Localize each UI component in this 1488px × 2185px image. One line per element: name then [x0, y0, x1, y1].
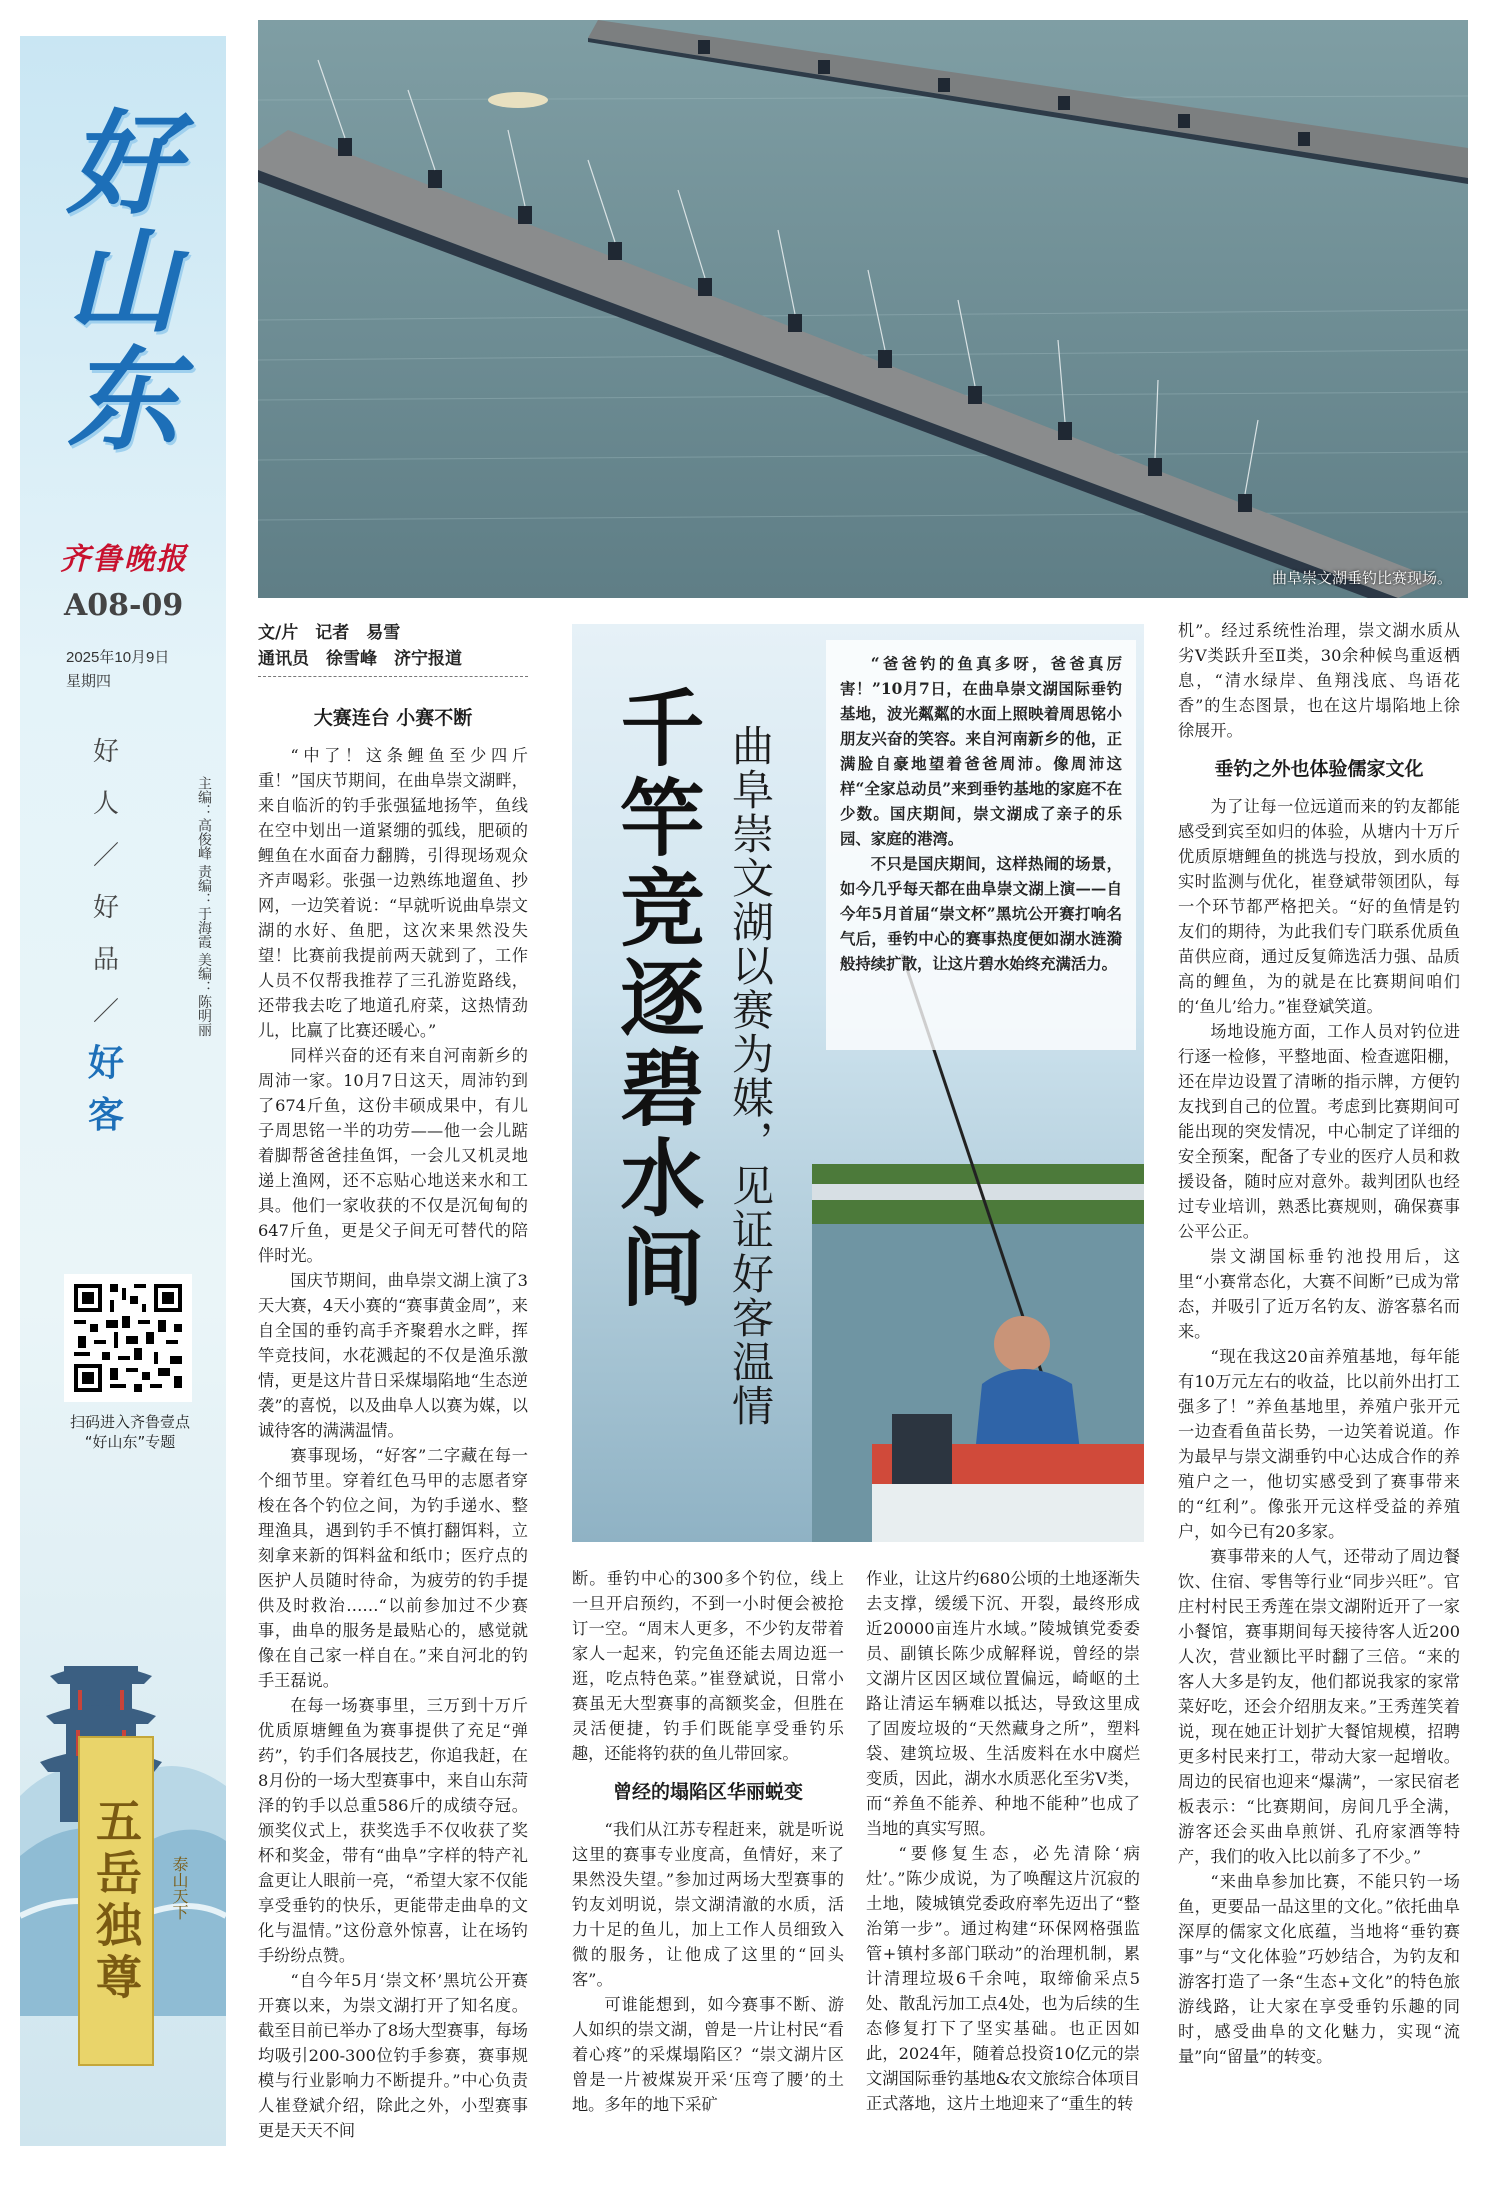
- section-title: 好山东: [67, 100, 179, 466]
- vertical-tagline: [88, 726, 124, 1142]
- paragraph: 可谁能想到，如今赛事不断、游人如织的崇文湖，曾是一片让村民“看着心疼”的采煤塌陷区？“崇文湖片区曾是一片被煤炭开采‘压弯了腰’的土地。多年的地下采矿: [572, 1995, 844, 2114]
- byline-correspondent: 通讯员 徐雪峰 济宁报道: [258, 649, 462, 669]
- section-subtitle: 大赛连台 小赛不断: [313, 707, 473, 729]
- article-column-2: [572, 1566, 844, 2117]
- article-column-3: [866, 1566, 1140, 2116]
- paragraph: 同样兴奋的还有来自河南新乡的周沛一家。10月7日这天，周沛钓到了674斤鱼，这份丰硕成果中，有儿子周思铭一半的功劳——他一会儿踮着脚帮爸爸挂鱼饵，一会儿又机灵地递上渔网，还不忘贴心地送来水和工具。他们一家收获的不仅是沉甸甸的647斤鱼，更是父子间无可替代的陪伴时光。: [258, 1046, 528, 1265]
- decorative-seal: 五岳独尊: [78, 1736, 154, 2066]
- date-text: 2025年10月9日: [66, 649, 170, 666]
- lead-paragraph-box: [826, 640, 1136, 1050]
- page-number: A08-09: [64, 588, 184, 623]
- paragraph: “来曲阜参加比赛，不能只钓一场鱼，更要品一品这里的文化。”依托曲阜深厚的儒家文化底蕴，当地将“垂钓赛事”与“文化体验”巧妙结合，为钓友和游客打造了一条“生态+文化”的特色旅游线路，让大家在享受垂钓乐趣的同时，感受曲阜的文化魅力，实现“流量”向“留量”的转变。: [1178, 1872, 1460, 2066]
- paragraph: “要修复生态，必先清除‘病灶’。”陈少成说，为了唤醒这片沉寂的土地，陵城镇党委政府率先迈出了“整治第一步”。通过构建“环保网格强监管+镇村多部门联动”的治理机制，累计清理垃圾6千余吨，取缔偷采点5处、散乱污加工点4处，也为后续的生态修复打下了坚实基础。也正因如此，2024年，随着总投资10亿元的崇文湖国际垂钓基地&农文旅综合体项目正式落地，这片土地迎来了“重生的转: [866, 1844, 1140, 2113]
- issue-date: [66, 646, 169, 694]
- paragraph: “我们从江苏专程赶来，就是听说这里的赛事专业度高，鱼情好，来了果然没失望。”参加过两场大型赛事的钓友刘明说，崇文湖清澈的水质，活力十足的鱼儿，加上工作人员细致入微的服务，让他成了这里的“回头客”。: [572, 1820, 844, 1989]
- sub-headline: 曲阜崇文湖以赛为媒，见证好客温情: [726, 724, 775, 1428]
- tagline-char: ／: [92, 841, 119, 871]
- qr-code[interactable]: [64, 1274, 192, 1402]
- sidebar: [20, 36, 226, 2146]
- editor-credits: 主编：高俊峰 责编：于海霞 美编：陈明丽: [196, 776, 212, 1037]
- byline: [258, 620, 528, 672]
- paragraph: 场地设施方面，工作人员对钓位进行逐一检修，平整地面、检查遮阳棚，还在岸边设置了清晰的指示牌，方便钓友找到自己的位置。考虑到比赛期间可能出现的突发情况，中心制定了详细的安全预案，配备了专业的医疗人员和救援设备，随时应对意外。裁判团队也经过专业培训，熟悉比赛规则，确保赛事公平公正。: [1178, 1022, 1460, 1241]
- photo-illustration: [258, 20, 1468, 598]
- qr-code-icon: [70, 1280, 186, 1396]
- paragraph: “现在我这20亩养殖基地，每年能有10万元左右的收益，比以前外出打工强多了！”养鱼基地里，养殖户张开元一边查看鱼苗长势，一边笑着说道。作为最早与崇文湖垂钓中心达成合作的养殖户之一，他切实感受到了赛事带来的“红利”。像张开元这样受益的养殖户，如今已有20多家。: [1178, 1347, 1460, 1541]
- paragraph: 作业，让这片约680公顷的土地逐渐失去支撑，缓缓下沉、开裂，最终形成近20000亩连片水域。”陵城镇党委委员、副镇长陈少成解释说，曾经的崇文湖片区因区域位置偏远，崎岖的土路让清运车辆难以抵达，导致这里成了固废垃圾的“天然藏身之所”，塑料袋、建筑垃圾、生活废料在水中腐烂变质，因此，湖水水质恶化至劣Ⅴ类，而“养鱼不能养、种地不能种”也成了当地的真实写照。: [866, 1569, 1140, 1838]
- seal-side-text: 泰山天下: [170, 1856, 189, 1920]
- tagline-char: ／: [92, 997, 119, 1027]
- fishing-competition-photo: [258, 20, 1468, 598]
- tagline-char: 好: [88, 1043, 125, 1084]
- qr-caption-line: “好山东”专题: [84, 1433, 176, 1451]
- paragraph: “中了！这条鲤鱼至少四斤重！”国庆节期间，在曲阜崇文湖畔，来自临沂的钓手张强猛地扬竿，鱼线在空中划出一道紧绷的弧线，肥硕的鲤鱼在水面奋力翻腾，引得现场观众齐声喝彩。张强一边熟练地遛鱼、抄网，一边笑着说：“早就听说曲阜崇文湖的水好、鱼肥，这次来果然没失望！比赛前我提前两天就到了，工作人员不仅帮我推荐了三孔游览路线，还带我去吃了地道孔府菜，这热情劲儿，比赢了比赛还暖心。”: [258, 746, 528, 1040]
- paragraph: “自今年5月‘崇文杯’黑坑公开赛开赛以来，为崇文湖打开了知名度。截至目前已举办了8场大型赛事，每场均吸引200-300位钓手参赛，赛事规模与行业影响力不断提升。”中心负责人崔登斌介绍，除此之外，小型赛事更是天天不间: [258, 1971, 528, 2140]
- paragraph: 国庆节期间，曲阜崇文湖上演了3天大赛，4天小赛的“赛事黄金周”，来自全国的垂钓高手齐聚碧水之畔，挥竿竞技间，水花溅起的不仅是渔乐激情，更是这片昔日采煤塌陷地“生态逆袭”的喜悦，以及曲阜人以赛为媒，以诚待客的满满温情。: [258, 1271, 528, 1440]
- tagline-char: 好: [92, 737, 119, 767]
- byline-author: 文/片 记者 易雪: [258, 623, 401, 643]
- qr-caption: [50, 1412, 210, 1452]
- lead-paragraph: 不只是国庆期间，这样热闹的场景，如今几乎每天都在曲阜崇文湖上演——自今年5月首届“崇文杯”黑坑公开赛打响名气后，垂钓中心的赛事热度便如湖水涟漪般持续扩散，让这片碧水始终充满活力。: [840, 855, 1122, 973]
- paragraph: 在每一场赛事里，三万到十万斤优质原塘鲤鱼为赛事提供了充足“弹药”，钓手们各展技艺，你追我赶，在8月份的一场大型赛事中，来自山东菏泽的钓手以总重586斤的成绩夺冠。颁奖仪式上，获奖选手不仅收获了奖杯和奖金，带有“曲阜”字样的特产礼盒更让人眼前一亮，“希望大家不仅能享受垂钓的快乐，更能带走曲阜的文化与温情。”这份意外惊喜，让在场钓手纷纷点赞。: [258, 1696, 528, 1965]
- lead-paragraph: “爸爸钓的鱼真多呀，爸爸真厉害！”10月7日，在曲阜崇文湖国际垂钓基地，波光粼粼的水面上照映着周思铭小朋友兴奋的笑容。来自河南新乡的他，正满脸自豪地望着爸爸周沛。像周沛这样“全家总动员”来到垂钓基地的家庭不在少数。国庆期间，崇文湖成了亲子的乐园、家庭的港湾。: [840, 655, 1122, 848]
- photo-caption: 曲阜崇文湖垂钓比赛现场。: [1271, 569, 1452, 587]
- newspaper-logo: 齐鲁晚报: [60, 542, 188, 577]
- paragraph: 为了让每一位远道而来的钓友都能感受到宾至如归的体验，从塘内十万斤优质原塘鲤鱼的挑选与投放，到水质的实时监测与优化，崔登斌带领团队，每一个环节都严格把关。“好的鱼情是钓友们的期待，为此我们专门联系优质鱼苗供应商，通过反复筛选活力强、品质高的鲤鱼，为的就是在比赛期间咱们的‘鱼儿’给力。”崔登斌笑道。: [1178, 797, 1460, 1016]
- tagline-char: 人: [92, 789, 119, 819]
- paragraph: 赛事带来的人气，还带动了周边餐饮、住宿、零售等行业“同步兴旺”。官庄村村民王秀莲在崇文湖附近开了一家小餐馆，赛事期间每天接待客人近200人次，营业额比平时翻了三倍。“来的客人大多是钓友，他们都说我家的家常菜好吃，还会介绍朋友来。”王秀莲笑着说，现在她正计划扩大餐馆规模，招聘更多村民来打工，带动大家一起增收。周边的民宿也迎来“爆满”，一家民宿老板表示：“比赛期间，房间几乎全满，游客还会买曲阜煎饼、孔府家酒等特产，我们的收入比以前多了不少。”: [1178, 1547, 1460, 1866]
- tagline-char: 品: [92, 945, 119, 975]
- paragraph: 断。垂钓中心的300多个钓位，线上一旦开启预约，不到一小时便会被抢订一空。“周末人更多，不少钓友带着家人一起来，钓完鱼还能去周边逛一逛，吃点特色菜。”崔登斌说，日常小赛虽无大型赛事的高额奖金，但胜在灵活便捷，钓手们既能享受垂钓乐趣，还能将钓获的鱼儿带回家。: [572, 1569, 844, 1763]
- paragraph: 崇文湖国标垂钓池投用后，这里“小赛常态化，大赛不间断”已成为常态，并吸引了近万名钓友、游客慕名而来。: [1178, 1247, 1460, 1341]
- main-headline: 千竿竞逐碧水间: [607, 684, 706, 1314]
- byline-divider: [258, 676, 528, 677]
- article-column-4: [1178, 618, 1460, 2069]
- tagline-char: 好: [92, 893, 119, 923]
- paragraph: 赛事现场，“好客”二字藏在每一个细节里。穿着红色马甲的志愿者穿梭在各个钓位之间，为钓手递水、整理渔具，遇到钓手不慎打翻饵料，立刻拿来新的饵料盆和纸巾；医疗点的医护人员随时待命，为疲劳的钓手提供及时救治……“以前参加过不少赛事，曲阜的服务是最贴心的，感觉就像在自己家一样自在。”来自河北的钓手王磊说。: [258, 1446, 528, 1690]
- qr-caption-line: 扫码进入齐鲁壹点: [69, 1413, 190, 1431]
- weekday-text: 星期四: [66, 673, 112, 690]
- article-column-1: [258, 692, 528, 2143]
- section-subtitle: 曾经的塌陷区华丽蜕变: [612, 1781, 803, 1803]
- tagline-char: 客: [88, 1095, 125, 1136]
- section-subtitle: 垂钓之外也体验儒家文化: [1214, 758, 1424, 780]
- paragraph: 机”。经过系统性治理，崇文湖水质从劣Ⅴ类跃升至Ⅱ类，30余种候鸟重返栖息，“清水绿岸、鱼翔浅底、鸟语花香”的生态图景，也在这片塌陷地上徐徐展开。: [1178, 621, 1460, 740]
